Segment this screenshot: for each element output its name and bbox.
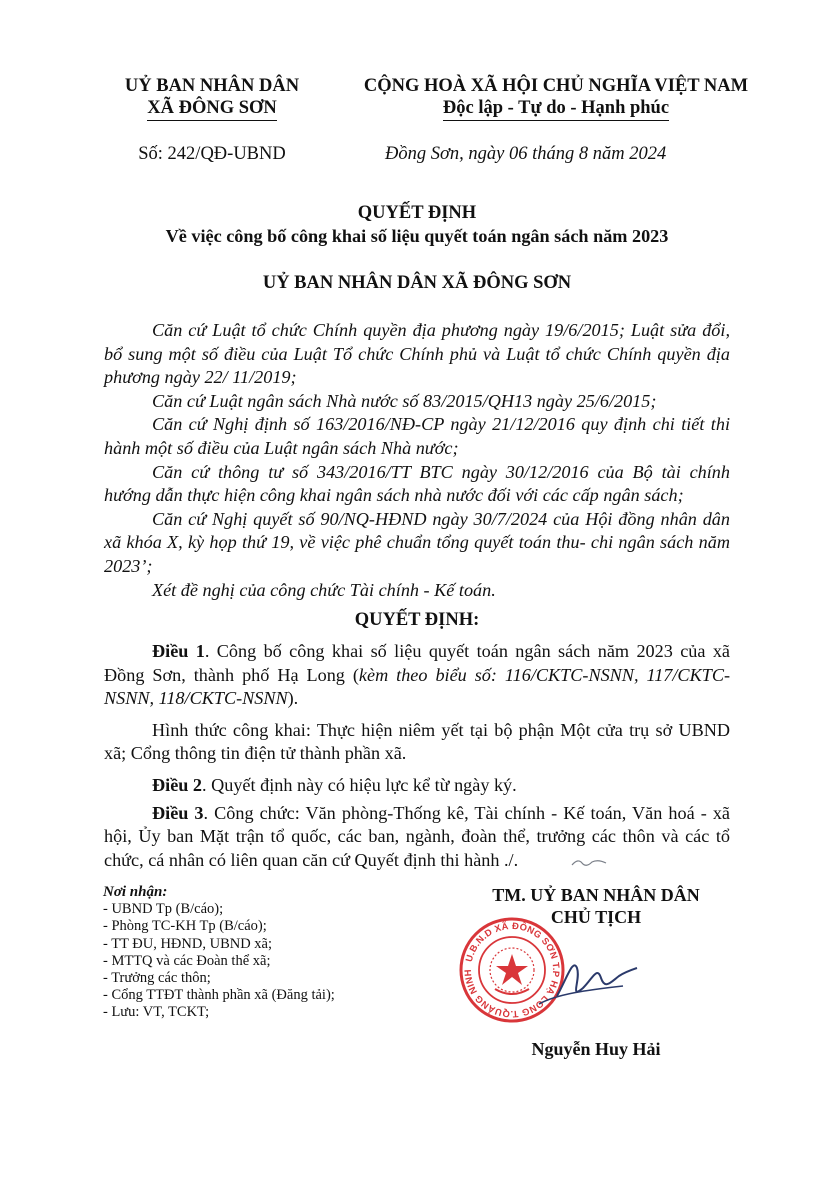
legal-basis-3: Căn cứ Nghị định số 163/2016/NĐ-CP ngày 21/12/2016 quy định chi tiết thi hành một số điều của Luật ngân sách Nhà nước; xyxy=(104,414,730,458)
signature-line-2: CHỦ TỊCH xyxy=(550,907,642,927)
article-1-end: ). xyxy=(287,688,299,709)
article-1-label: Điều 1 xyxy=(152,641,205,661)
article-2-text: . Quyết định này có hiệu lực kể từ ngày ký. xyxy=(202,774,517,795)
signature-icon xyxy=(527,938,642,1018)
recipient-item: - UBND Tp (B/cáo); xyxy=(103,901,224,918)
article-1 xyxy=(104,640,730,711)
agency-line-2: XÃ ĐÔNG SƠN xyxy=(147,97,277,121)
article-1-attachments: kèm theo biểu số: 116/CKTC-NSNN, 117/CKTC-NSNN, 118/CKTC-NSNN xyxy=(104,664,731,709)
article-3 xyxy=(104,802,730,873)
issuing-authority: UỶ BAN NHÂN DÂN XÃ ĐÔNG SƠN xyxy=(262,273,572,293)
article-1-disclosure-form: Hình thức công khai: Thực hiện niêm yết tại bộ phận Một cửa trụ sở UBND xã; Cổng thông tin điện tử thành phần xã. xyxy=(104,719,730,764)
legal-basis-4: Căn cứ thông tư số 343/2016/TT BTC ngày 30/12/2016 của Bộ tài chính hướng dẫn thực hiện công khai ngân sách nhà nước đối với các cấp ngân sách; xyxy=(104,461,730,506)
recipient-item: - Lưu: VT, TCKT; xyxy=(103,1004,210,1021)
national-name: CỘNG HOÀ XÃ HỘI CHỦ NGHĨA VIỆT NAM xyxy=(363,76,749,96)
agency-line-1: UỶ BAN NHÂN DÂN xyxy=(124,76,300,96)
legal-basis-5: Căn cứ Nghị quyết số 90/NQ-HĐND ngày 30/7/2024 của Hội đồng nhân dân xã khóa X, kỳ họp thứ 19, về việc phê chuẩn tổng quyết toán thu- chi ngân sách năm 2023’; xyxy=(104,508,730,576)
article-2 xyxy=(104,774,730,798)
document-title: QUYẾT ĐỊNH xyxy=(357,203,477,223)
signature-line-1: TM. UỶ BAN NHÂN DÂN xyxy=(492,885,700,905)
recipient-item: - MTTQ và các Đoàn thể xã; xyxy=(103,952,271,969)
national-motto: Độc lập - Tự do - Hạnh phúc xyxy=(443,97,669,121)
national-title xyxy=(350,75,762,121)
document-number: Số: 242/QĐ-UBND xyxy=(138,144,286,164)
proposal-basis: Xét đề nghị của công chức Tài chính - Kế toán. xyxy=(152,579,496,600)
article-2-label: Điều 2 xyxy=(152,774,203,795)
document-subject: Về việc công bố công khai số liệu quyết toán ngân sách năm 2023 xyxy=(165,226,669,246)
recipient-item: - Phòng TC-KH Tp (B/cáo); xyxy=(103,918,267,935)
legal-basis-1: Căn cứ Luật tổ chức Chính quyền địa phương ngày 19/6/2015; Luật sửa đổi, bổ sung một số điều của Luật Tổ chức Chính phủ và Luật tổ chức Chính quyền địa phương ngày 22/ 11/2019; xyxy=(104,320,730,388)
decision-heading: QUYẾT ĐỊNH: xyxy=(354,610,480,630)
recipient-item: - Cổng TTĐT thành phần xã (Đăng tải); xyxy=(103,987,335,1004)
legal-basis-2: Căn cứ Luật ngân sách Nhà nước số 83/2015/QH13 ngày 25/6/2015; xyxy=(152,390,657,411)
recipients-block xyxy=(103,884,433,1022)
article-3-label: Điều 3 xyxy=(152,802,204,823)
article-3-text: . Công chức: Văn phòng-Thống kê, Tài chính - Kế toán, Văn hoá - xã hội, Ủy ban Mặt trận tổ quốc, các ban, ngành, đoàn thể, trưởng các thôn và các tổ chức, cá nhân có liên quan căn cứ Quyết định thi hành ./. xyxy=(104,802,730,870)
recipient-item: - Trưởng các thôn; xyxy=(103,970,211,987)
recipients-heading: Nơi nhận: xyxy=(103,884,168,900)
initial-mark-icon xyxy=(570,854,610,870)
signer-name: Nguyễn Huy Hải xyxy=(531,1039,661,1059)
article-1-text: . Công bố công khai số liệu quyết toán ngân sách năm 2023 của xã Đồng Sơn, thành phố Hạ Long ( xyxy=(104,641,730,685)
seal-text: U.B.N.D XÃ ĐÔNG SƠN T.P HẠ LONG T.QUẢNG NINH xyxy=(461,919,563,1021)
agency-name xyxy=(96,75,328,121)
document-date: Đồng Sơn, ngày 06 tháng 8 năm 2024 xyxy=(385,144,667,164)
articles xyxy=(104,640,730,872)
recipient-item: - TT ĐU, HĐND, UBND xã; xyxy=(103,935,273,952)
preamble xyxy=(104,319,730,602)
